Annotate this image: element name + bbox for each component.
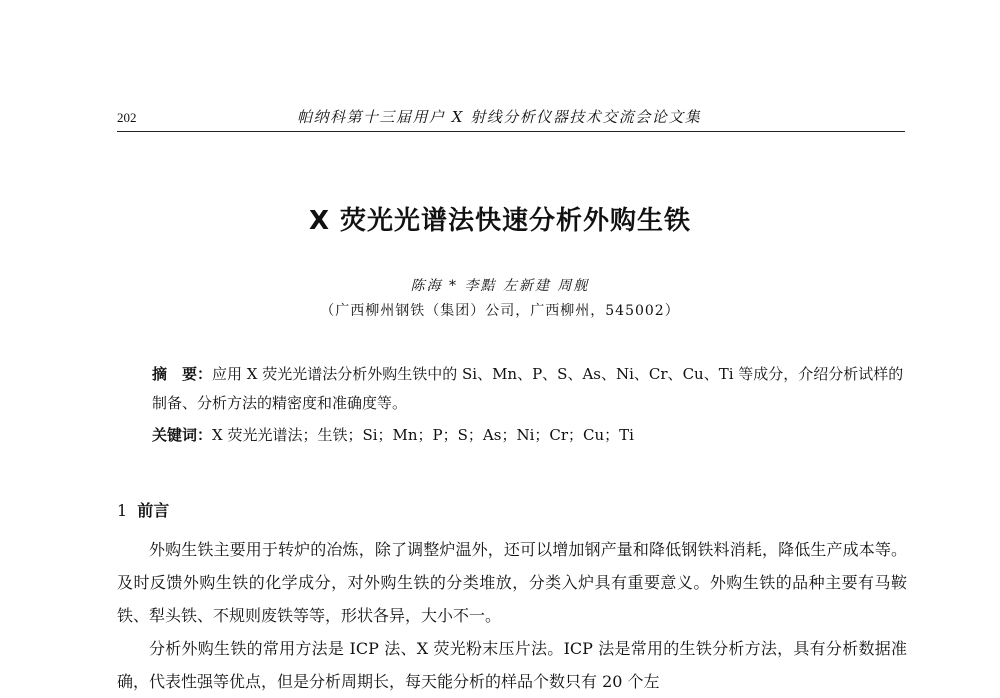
keywords-label: 关键词： <box>152 426 213 444</box>
page-number: 202 <box>117 110 137 125</box>
section-title: 前言 <box>137 501 170 520</box>
abstract-label: 摘 要： <box>152 365 213 383</box>
keywords <box>152 421 912 450</box>
running-header <box>117 104 905 132</box>
paper-title: X 荧光光谱法快速分析外购生铁 <box>308 206 692 236</box>
body-paragraph-1: 外购生铁主要用于转炉的冶炼，除了调整炉温外，还可以增加钢产量和降低钢铁料消耗，降低生产成本等。及时反馈外购生铁的化学成分，对外购生铁的分类堆放，分类入炉具有重要意义。外购生铁的品种主要有马鞍铁、犁头铁、不规则废铁等等，形状各异，大小不一。 <box>117 540 907 625</box>
header-title: 帕纳科第十三届用户 X 射线分析仪器技术交流会论文集 <box>297 108 702 126</box>
body-text <box>117 533 907 698</box>
author-list: 陈海 * 李黠 左新建 周舰 <box>410 278 590 294</box>
header-rule <box>117 131 905 132</box>
body-paragraph-2: 分析外购生铁的常用方法是 ICP 法、X 荧光粉末压片法。ICP 法是常用的生铁分析方法，具有分析数据准确，代表性强等优点，但是分析周期长，每天能分析的样品个数只有 20 个左 <box>117 639 907 691</box>
keywords-text: X 荧光光谱法；生铁；Si；Mn；P；S；As；Ni；Cr；Cu；Ti <box>212 426 634 444</box>
section-number: 1 <box>117 501 128 520</box>
section-heading <box>117 498 169 521</box>
abstract <box>152 360 912 418</box>
affiliation: （广西柳州钢铁（集团）公司，广西柳州，545002） <box>320 303 680 319</box>
abstract-text: 应用 X 荧光光谱法分析外购生铁中的 Si、Mn、P、S、As、Ni、Cr、Cu、Ti 等成分，介绍分析试样的制备、分析方法的精密度和准确度等。 <box>152 365 904 412</box>
